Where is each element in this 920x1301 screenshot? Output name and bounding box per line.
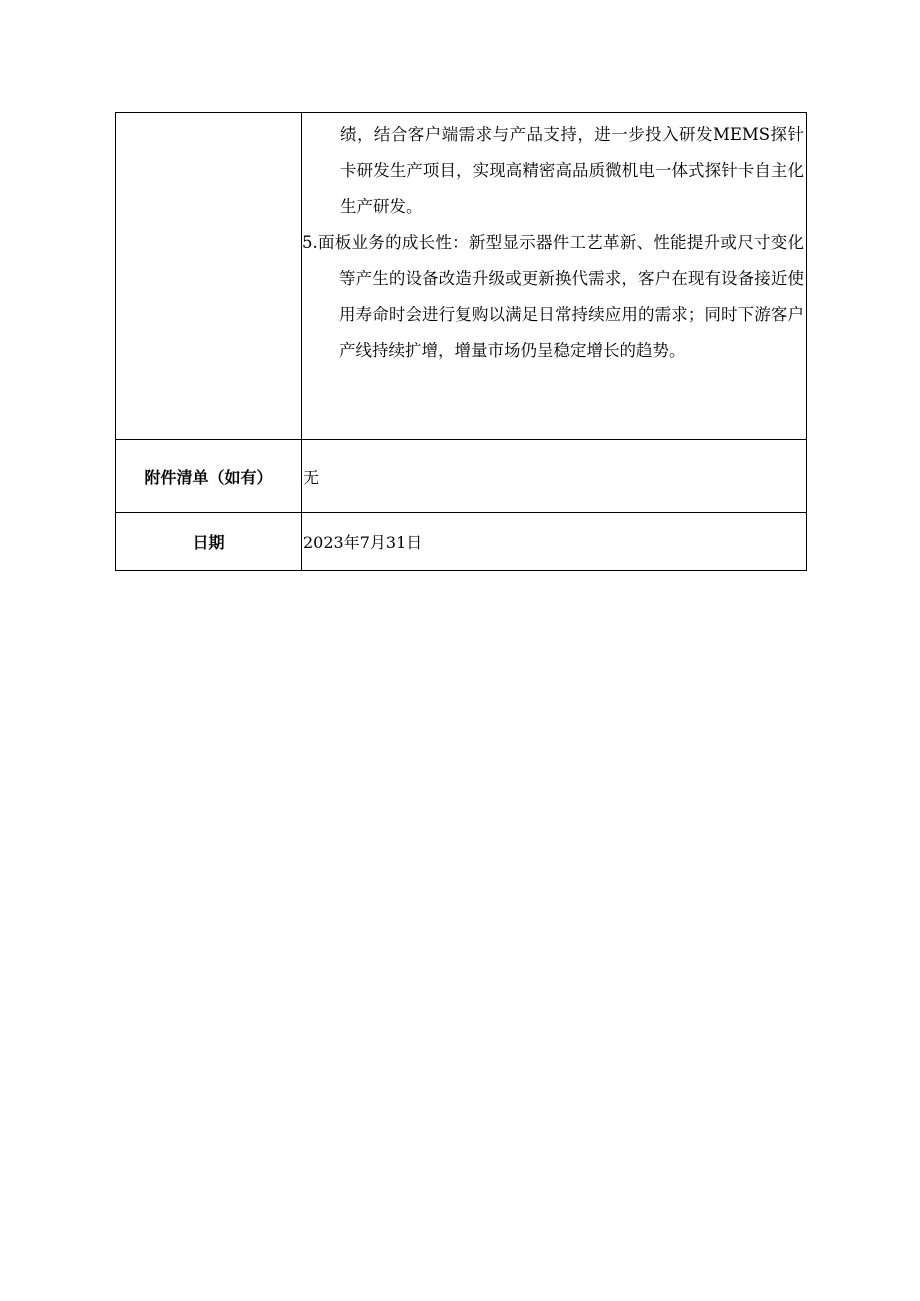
table-row-attachments	[116, 440, 807, 513]
paragraph-continuation: 绩，结合客户端需求与产品支持，进一步投入研发MEMS探针卡研发生产项目，实现高精密高品质微机电一体式探针卡自主化生产研发。	[340, 125, 804, 216]
attachments-label: 附件清单（如有）	[116, 440, 302, 513]
attachments-value: 无	[302, 440, 807, 513]
content-text-cell	[302, 113, 807, 440]
content-label-cell	[116, 113, 302, 440]
table-row-date	[116, 513, 807, 571]
info-table	[115, 112, 807, 571]
date-label: 日期	[116, 513, 302, 571]
table-row-content	[116, 113, 807, 440]
paragraph-item-5: 5.面板业务的成长性：新型显示器件工艺革新、性能提升或尺寸变化等产生的设备改造升级或更新换代需求，客户在现有设备接近使用寿命时会进行复购以满足日常持续应用的需求；同时下游客户产线持续扩增，增量市场仍呈稳定增长的趋势。	[302, 233, 804, 360]
date-value: 2023年7月31日	[302, 513, 807, 571]
